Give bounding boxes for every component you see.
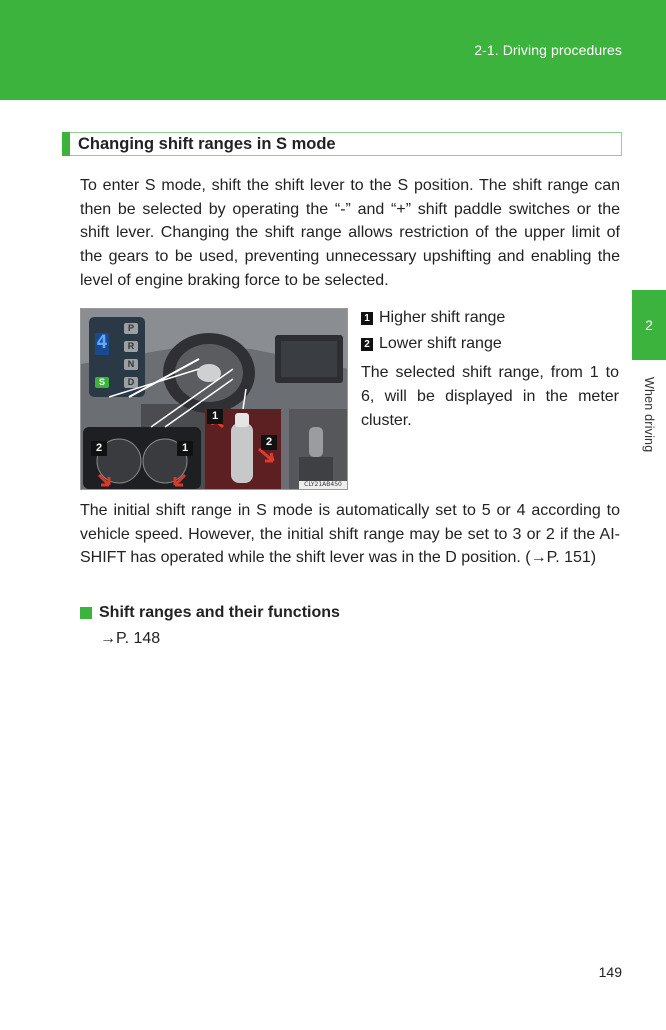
header-section-label: 2-1. Driving procedures	[474, 42, 622, 58]
gear-label-n: N	[127, 359, 135, 369]
section-heading-bar	[62, 132, 622, 156]
figure-code: CLY21AB450	[304, 481, 342, 488]
chapter-tab	[632, 290, 666, 360]
legend-item	[361, 331, 619, 357]
legend-item	[361, 305, 619, 331]
number-badge: 1	[361, 312, 373, 325]
callout-1-paddle: 1	[177, 441, 193, 456]
page-number: 149	[598, 964, 622, 980]
gear-label-p: P	[127, 323, 134, 333]
initial-range-paragraph: The initial shift range in S mode is automatically set to 5 or 4 according to vehicle speed. However, the initial shift range may be set to 3 or 2 if the AI-SHIFT has operated while the shift lever was in the D position. (→P. 151)	[80, 502, 620, 567]
intro-paragraph: To enter S mode, shift the shift lever to the S position. The shift range can then be selected by operating the “-” and “+” shift paddle switches or the shift lever. Changing the shift range allows restriction of the upper limit of the gears to be used, preventing unnecessary upshifting and enabling the level of engine braking force to be selected.	[80, 177, 620, 289]
display-digit: 4	[96, 331, 108, 353]
callout-2-lever: 2	[261, 435, 277, 450]
subsection-title: Shift ranges and their functions	[99, 604, 340, 621]
square-bullet-icon	[80, 607, 92, 619]
callout-2-paddle: 2	[91, 441, 107, 456]
callout-1-lever: 1	[207, 409, 223, 424]
shift-illustration	[80, 308, 348, 490]
gear-label-s: S	[98, 377, 105, 387]
section-title: Changing shift ranges in S mode	[78, 134, 336, 153]
figure-legend	[361, 305, 619, 433]
section-accent	[62, 132, 70, 156]
gear-label-r: R	[127, 341, 135, 351]
chapter-number: 2	[645, 317, 653, 333]
legend-label: Lower shift range	[379, 335, 502, 352]
legend-label: Higher shift range	[379, 309, 506, 326]
chapter-label: When driving	[642, 377, 656, 453]
legend-description: The selected shift range, from 1 to 6, will be displayed in the meter cluster.	[361, 364, 619, 429]
subsection-heading	[80, 604, 340, 622]
page-header	[0, 0, 666, 100]
number-badge: 2	[361, 338, 373, 351]
gear-label-d: D	[127, 377, 135, 387]
page-reference-link[interactable]: →P. 148	[100, 630, 161, 647]
chapter-label-container	[632, 360, 666, 470]
